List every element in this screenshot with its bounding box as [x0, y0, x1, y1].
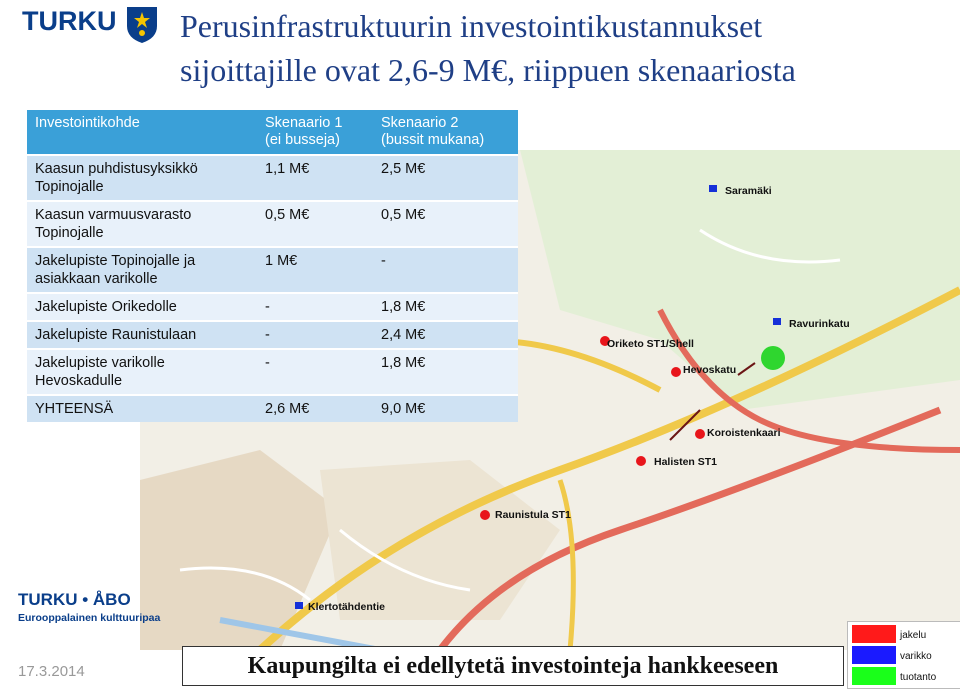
map-label-raunistula: Raunistula ST1 — [495, 509, 571, 521]
row-item: Jakelupiste Orikedolle — [27, 293, 257, 321]
legend-label-production: tuotanto — [900, 672, 937, 683]
row-item: YHTEENSÄ — [27, 395, 257, 422]
table-row — [27, 293, 518, 321]
depot-marker-saramaki — [709, 185, 717, 192]
table-total-row — [27, 395, 518, 422]
conclusion-banner: Kaupungilta ei edellytetä investointeja hankkeeseen — [182, 646, 844, 686]
legend-label-depot: varikko — [900, 651, 932, 662]
european-capital-of-culture-text: Eurooppalainen kulttuuripaa — [18, 612, 161, 624]
row-scenario-1: 1,1 M€ — [257, 155, 373, 201]
map-label-hevoskatu: Hevoskatu — [683, 364, 737, 376]
distribution-marker-halisten — [636, 456, 646, 466]
map-legend — [847, 621, 960, 689]
header-scenario-2: Skenaario 2 (bussit mukana) — [373, 110, 518, 155]
row-scenario-2: 2,4 M€ — [373, 321, 518, 349]
row-scenario-1: 1 M€ — [257, 247, 373, 293]
header-investment-target: Investointikohde — [27, 110, 257, 155]
row-scenario-2: 9,0 M€ — [373, 395, 518, 422]
map-label-klertotahdentie: Klertotähdentie — [308, 601, 386, 613]
row-scenario-1: 2,6 M€ — [257, 395, 373, 422]
legend-swatch-production — [852, 667, 896, 685]
row-scenario-2: 0,5 M€ — [373, 201, 518, 247]
row-scenario-2: - — [373, 247, 518, 293]
map-label-ravurinkatu: Ravurinkatu — [789, 318, 850, 330]
legend-swatch-depot — [852, 646, 896, 664]
table-row — [27, 321, 518, 349]
row-item: Kaasun varmuusvarasto Topinojalle — [27, 201, 257, 247]
distribution-marker-raunistula — [480, 510, 490, 520]
table-row — [27, 155, 518, 201]
map-label-oriketo: Oriketo ST1/Shell — [607, 338, 694, 350]
table-row — [27, 349, 518, 395]
slide-date: 17.3.2014 — [18, 663, 85, 680]
turku-crest-icon — [124, 4, 160, 44]
row-scenario-1: 0,5 M€ — [257, 201, 373, 247]
title-line-2: sijoittajille ovat 2,6-9 M€, riippuen skenaariosta — [180, 52, 796, 88]
legend-label-distribution: jakelu — [900, 630, 927, 641]
row-scenario-1: - — [257, 349, 373, 395]
depot-marker-klertotahdentie — [295, 602, 303, 609]
map-label-koroistenkaari: Koroistenkaari — [707, 427, 781, 439]
header-scenario-1: Skenaario 1 (ei busseja) — [257, 110, 373, 155]
turku-abo-logo: TURKU • ÅBO — [18, 590, 131, 609]
row-scenario-2: 2,5 M€ — [373, 155, 518, 201]
row-scenario-2: 1,8 M€ — [373, 349, 518, 395]
row-scenario-1: - — [257, 293, 373, 321]
turku-logo-text: TURKU — [22, 6, 117, 36]
row-item: Jakelupiste varikolle Hevoskadulle — [27, 349, 257, 395]
title-line-1: Perusinfrastruktuurin investointikustannukset — [180, 8, 763, 44]
map-label-saramaki: Saramäki — [725, 185, 772, 197]
distribution-marker-koroistenkaari — [695, 429, 705, 439]
legend-swatch-distribution — [852, 625, 896, 643]
distribution-marker-hevoskatu — [671, 367, 681, 377]
table-row — [27, 201, 518, 247]
map-label-halisten: Halisten ST1 — [654, 456, 718, 468]
row-item: Jakelupiste Topinojalle ja asiakkaan varikolle — [27, 247, 257, 293]
table-row — [27, 247, 518, 293]
page-title — [180, 4, 950, 92]
row-item: Kaasun puhdistusyksikkö Topinojalle — [27, 155, 257, 201]
table-header-row — [27, 110, 518, 155]
row-item: Jakelupiste Raunistulaan — [27, 321, 257, 349]
depot-marker-ravurinkatu — [773, 318, 781, 325]
production-marker-topinoja — [761, 346, 785, 370]
row-scenario-1: - — [257, 321, 373, 349]
row-scenario-2: 1,8 M€ — [373, 293, 518, 321]
investment-cost-table — [27, 110, 518, 422]
